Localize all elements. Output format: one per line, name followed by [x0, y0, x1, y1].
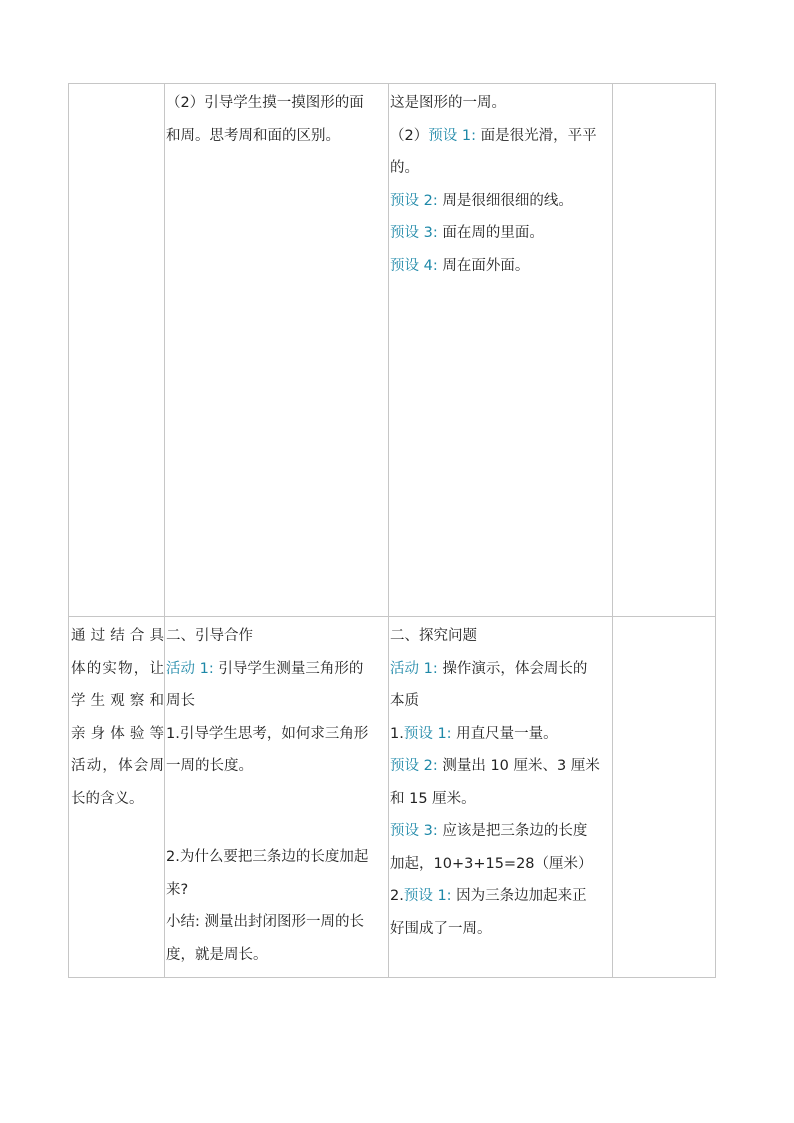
text-line: 好围成了一周。 [390, 920, 492, 937]
text-line: 预设 3: 应该是把三条边的长度 [390, 823, 588, 839]
text-line: 这是图形的一周。 [390, 95, 506, 111]
text-line: 2.为什么要把三条边的长度加起 [166, 849, 369, 865]
text-line: 和周。思考周和面的区别。 [166, 127, 340, 144]
text-line: 1.引导学生思考，如何求三角形 [166, 725, 369, 742]
text-line: 本质 [390, 693, 419, 709]
preset-label: 预设 1: [403, 725, 452, 742]
activity-label: 活动 1: [166, 660, 214, 677]
text-line: 活动 1: 引导学生测量三角形的 [166, 660, 364, 677]
section-heading: 二、探究问题 [390, 628, 477, 644]
text-line: 和 15 厘米。 [390, 790, 476, 807]
text-line: 预设 3: 面在周的里面。 [390, 225, 544, 241]
preset-label: 预设 4: [390, 257, 438, 274]
student-activity-cell [389, 84, 613, 617]
text-line: 小结: 测量出封闭图形一周的长 [166, 914, 364, 930]
text-line: 一周的长度。 [166, 758, 253, 774]
text-line: 学生观察和 [71, 693, 164, 709]
text-line: （2）引导学生摸一摸图形的面 [166, 95, 364, 111]
text-line: 加起，10+3+15=28（厘米） [390, 855, 593, 872]
notes-cell [613, 84, 716, 617]
text-line: 亲身体验等 [71, 725, 164, 742]
text-line: 活动 1: 操作演示，体会周长的 [390, 660, 588, 677]
text-line: 预设 4: 周在面外面。 [390, 257, 530, 274]
text-line: 来? [166, 881, 189, 898]
text-line: 1.预设 1: 用直尺量一量。 [390, 725, 558, 742]
text-line: 周长 [166, 693, 195, 709]
teacher-activity-cell [165, 84, 389, 617]
goal-cell [69, 617, 165, 978]
table-row [69, 84, 716, 617]
text-line: 长的含义。 [71, 790, 144, 807]
preset-label: 预设 2: [390, 758, 438, 774]
text-line: 度，就是周长。 [166, 946, 268, 963]
preset-label: 预设 1: [403, 888, 452, 904]
text-line: 的。 [390, 160, 419, 176]
notes-cell [613, 617, 716, 978]
preset-label: 预设 2: [390, 192, 438, 209]
teacher-activity-cell [165, 617, 389, 978]
preset-label: 预设 1: [428, 127, 476, 144]
student-activity-cell [389, 617, 613, 978]
text-line: （2）预设 1: 面是很光滑，平平 [390, 127, 597, 144]
table-row [69, 617, 716, 978]
text-line: 通过结合具 [71, 628, 164, 644]
activity-label: 活动 1: [390, 660, 438, 677]
preset-label: 预设 3: [390, 225, 438, 241]
text-line: 2.预设 1: 因为三条边加起来正 [390, 888, 587, 904]
text-line: 体的实物，让 [71, 660, 164, 677]
text-line: 活动，体会周 [71, 758, 164, 774]
section-heading: 二、引导合作 [166, 628, 253, 644]
lesson-plan-table [68, 83, 716, 978]
preset-label: 预设 3: [390, 823, 438, 839]
goal-cell [69, 84, 165, 617]
text-line: 预设 2: 测量出 10 厘米、3 厘米 [390, 758, 600, 774]
text-line: 预设 2: 周是很细很细的线。 [390, 192, 573, 209]
